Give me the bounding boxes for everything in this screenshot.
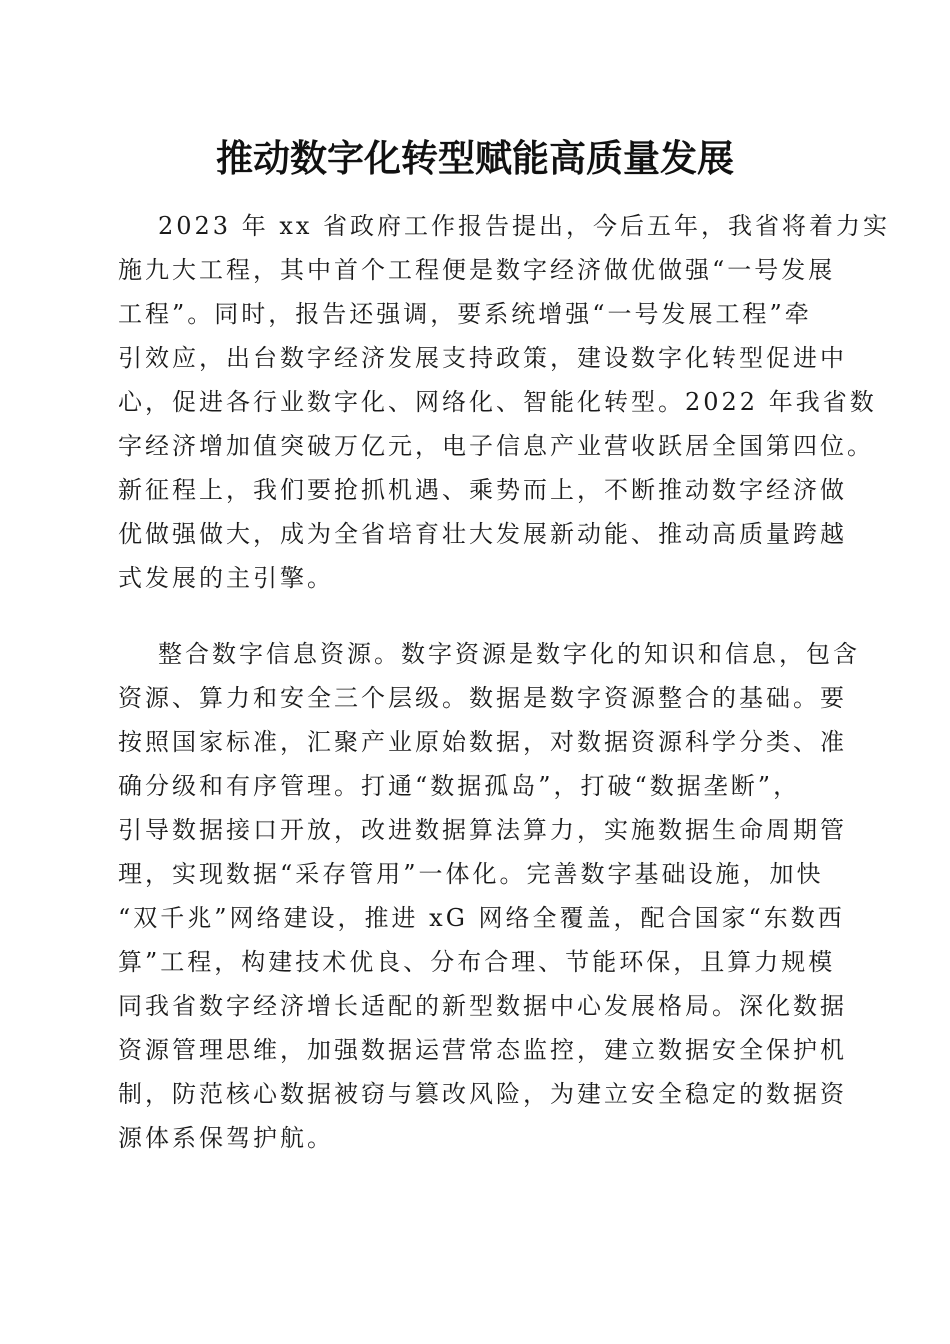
text-line: 引导数据接口开放，改进数据算法算力，实施数据生命周期管: [118, 816, 847, 844]
text-line: 优做强做大，成为全省培育壮大发展新动能、推动高质量跨越: [118, 520, 847, 548]
text-line: 工程”。同时，报告还强调，要系统增强“一号发展工程”牵: [118, 300, 812, 328]
text-line: 新征程上，我们要抢抓机遇、乘势而上，不断推动数字经济做: [118, 476, 847, 504]
text-line: “双千兆”网络建设，推进 xG 网络全覆盖，配合国家“东数西: [118, 904, 845, 932]
text-line: 资源、算力和安全三个层级。数据是数字资源整合的基础。要: [118, 684, 847, 712]
text-line: 算”工程，构建技术优良、分布合理、节能环保，且算力规模: [118, 948, 836, 976]
text-line: 字经济增加值突破万亿元，电子信息产业营收跃居全国第四位。: [118, 432, 874, 460]
text-line: 按照国家标准，汇聚产业原始数据，对数据资源科学分类、准: [118, 728, 847, 756]
text-line: 引效应，出台数字经济发展支持政策，建设数字化转型促进中: [118, 344, 847, 372]
text-line: 制，防范核心数据被窃与篡改风险，为建立安全稳定的数据资: [118, 1080, 847, 1108]
paragraph-1: [118, 204, 891, 600]
text-line: 理，实现数据“采存管用”一体化。完善数字基础设施，加快: [118, 860, 824, 888]
text-line: 施九大工程，其中首个工程便是数字经济做优做强“一号发展: [118, 256, 836, 284]
text-line: 心，促进各行业数字化、网络化、智能化转型。2022 年我省数: [118, 388, 877, 416]
text-line: 源体系保驾护航。: [118, 1124, 334, 1152]
document-title: 推动数字化转型赋能高质量发展: [216, 136, 734, 180]
text-line: 2023 年 xx 省政府工作报告提出，今后五年，我省将着力实: [158, 212, 891, 240]
text-line: 同我省数字经济增长适配的新型数据中心发展格局。深化数据: [118, 992, 847, 1020]
paragraph-2: [118, 632, 860, 1160]
text-line: 式发展的主引擎。: [118, 564, 334, 592]
text-line: 资源管理思维，加强数据运营常态监控，建立数据安全保护机: [118, 1036, 847, 1064]
text-line: 整合数字信息资源。数字资源是数字化的知识和信息，包含: [158, 640, 860, 668]
text-line: 确分级和有序管理。打通“数据孤岛”，打破“数据垄断”，: [118, 772, 801, 800]
